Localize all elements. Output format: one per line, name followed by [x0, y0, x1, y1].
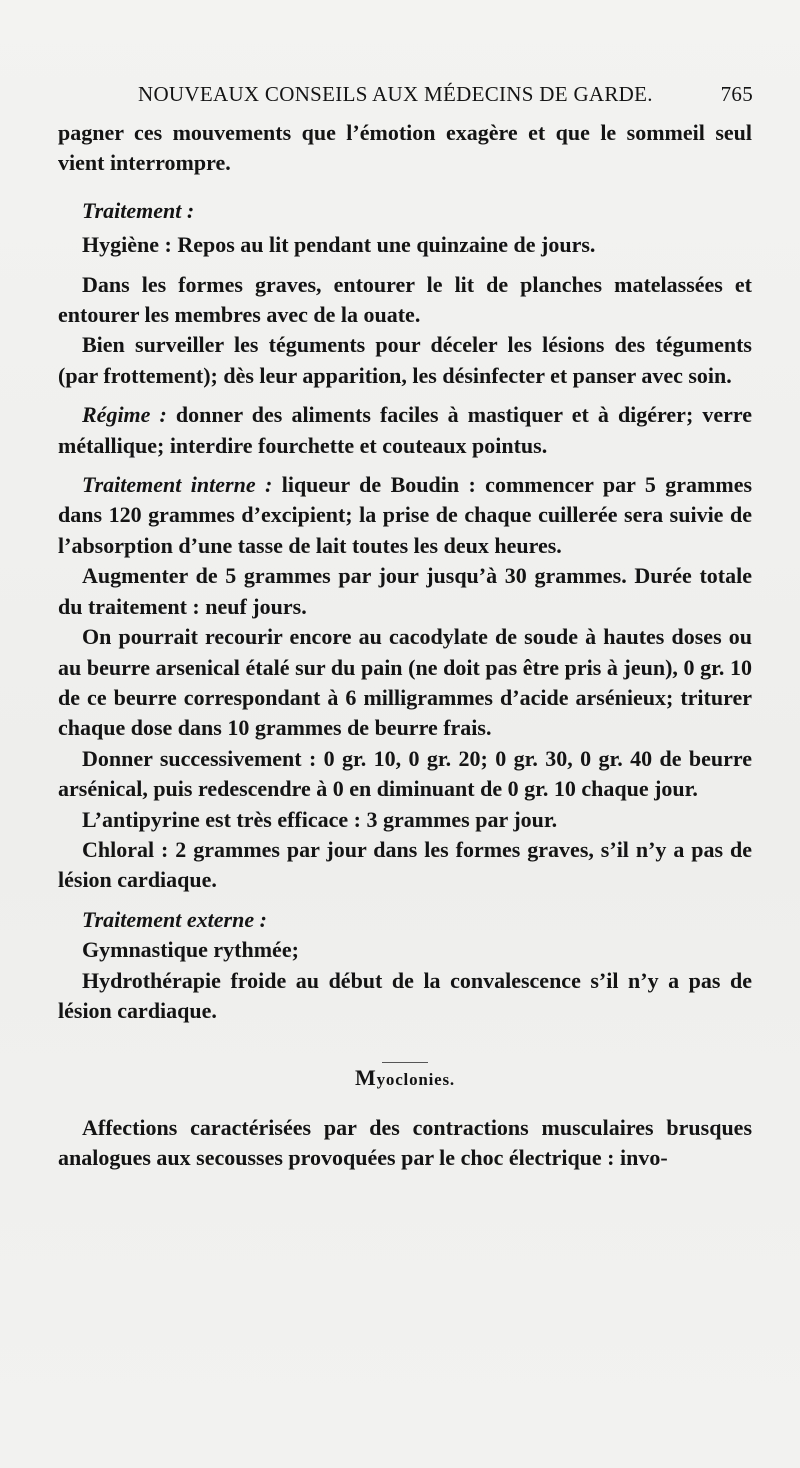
paragraph-continuation: pagner ces mouvements que l’émotion exagère et que le sommeil seul vient interrompre. [58, 120, 752, 176]
regime-text: donner des aliments faciles à mastiquer et à digérer; verre métallique; interdire fourchette et couteaux pointus. [58, 402, 753, 458]
paragraph-chloral: Chloral : 2 grammes par jour dans les formes graves, s’il n’y a pas de lésion cardiaque. [58, 836, 752, 893]
paragraph-surveiller: Bien surveiller les téguments pour déceler les lésions des téguments (par frottement); dès leur apparition, les désinfecter et panser avec soin. [58, 332, 752, 388]
paragraph-hygiene: Hygiène : Repos au lit pendant une quinzaine de jours. [82, 232, 596, 258]
paragraph-traitement-interne [58, 470, 752, 561]
traitement-interne-text: liqueur de Boudin : commencer par 5 grammes dans 120 grammes d’excipient; la prise de chaque cuillerée sera suivie de l’absorption d’une tasse de lait toutes les deux heures. [58, 472, 753, 558]
running-header [138, 82, 753, 112]
page-number: 765 [720, 82, 753, 106]
regime-label: Régime : [82, 402, 167, 428]
paragraph-gymnastique: Gymnastique rythmée; [82, 937, 299, 963]
traitement-interne-label: Traitement interne : [82, 472, 273, 498]
paragraph-hydrotherapie: Hydrothérapie froide au début de la convalescence s’il n’y a pas de lésion cardiaque. [58, 967, 752, 1023]
paragraph-formes-graves: Dans les formes graves, entourer le lit de planches matelassées et entourer les membres avec de la ouate. [58, 271, 752, 328]
traitement-externe-heading: Traitement externe : [82, 906, 267, 932]
paragraph-augmenter: Augmenter de 5 grammes par jour jusqu’à 30 grammes. Durée totale du traitement : neuf jours. [58, 563, 752, 619]
paragraph-antipyrine: L’antipyrine est très efficace : 3 grammes par jour. [82, 806, 558, 832]
page-body [58, 118, 752, 1174]
running-title: NOUVEAUX CONSEILS AUX MÉDECINS DE GARDE. [138, 82, 653, 106]
paragraph-regime [58, 400, 752, 461]
paragraph-cacodylate: On pourrait recourir encore au cacodylate de soude à hautes doses ou au beurre arsenical étalé sur du pain (ne doit pas être pris à jeun), 0 gr. 10 de ce beurre correspondant à 6 milligrammes d’acide arsénieux; triturer chaque dose dans 10 grammes de beurre frais. [58, 624, 752, 741]
paragraph-affections: Affections caractérisées par des contractions musculaires brusques analogues aux secousses provoquées par le choc électrique : invo- [58, 1114, 752, 1171]
paragraph-donner: Donner successivement : 0 gr. 10, 0 gr. 20; 0 gr. 30, 0 gr. 40 de beurre arsénical, puis redescendre à 0 en diminuant de 0 gr. 10 chaque jour. [58, 745, 752, 802]
section-title: Myoclonies. [355, 1065, 455, 1091]
traitement-heading: Traitement : [82, 197, 195, 223]
